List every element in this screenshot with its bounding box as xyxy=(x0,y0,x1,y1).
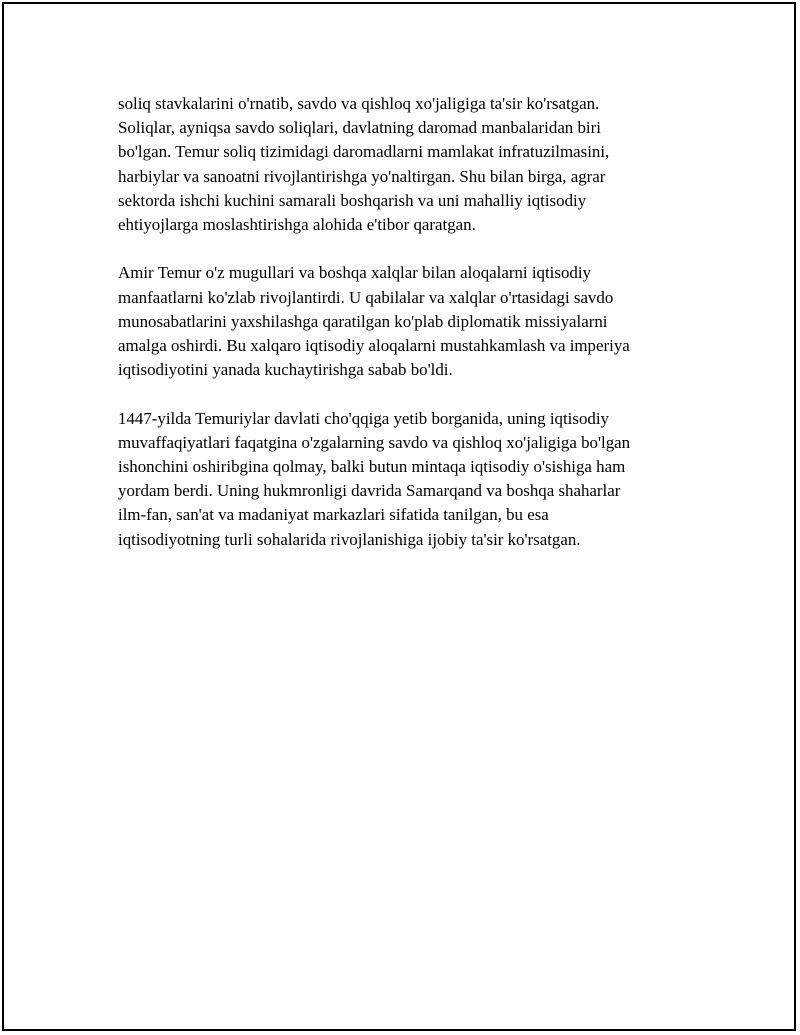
text-line: amalga oshirdi. Bu xalqaro iqtisodiy aloqalarni mustahkamlash va imperiya xyxy=(118,336,630,356)
text-line: muvaffaqiyatlari faqatgina o'zgalarning savdo va qishloq xo'jaligiga bo'lgan xyxy=(118,432,631,452)
document-body xyxy=(118,92,698,576)
text-line: munosabatlarini yaxshilashga qaratilgan ko'plab diplomatik missiyalarni xyxy=(118,311,608,331)
paragraph-3 xyxy=(118,407,698,552)
text-line: ehtiyojlarga moslashtirishga alohida e'tibor qaratgan. xyxy=(118,215,476,235)
paragraph-1 xyxy=(118,92,698,237)
text-line: harbiylar va sanoatni rivojlantirishga yo'naltirgan. Shu bilan birga, agrar xyxy=(118,166,606,186)
text-line: bo'lgan. Temur soliq tizimidagi daromadlarni mamlakat infratuzilmasini, xyxy=(118,142,610,162)
text-line: soliq stavkalarini o'rnatib, savdo va qishloq xo'jaligiga ta'sir ko'rsatgan. xyxy=(118,94,600,113)
text-line: 1447-yilda Temuriylar davlati cho'qqiga yetib borganida, uning iqtisodiy xyxy=(118,408,609,428)
text-line: Soliqlar, ayniqsa savdo soliqlari, davlatning daromad manbalaridan biri xyxy=(118,118,601,138)
text-line: yordam berdi. Uning hukmronligi davrida Samarqand va boshqa shaharlar xyxy=(118,481,621,501)
text-line: manfaatlarni ko'zlab rivojlantirdi. U qabilalar va xalqlar o'rtasidagi savdo xyxy=(118,287,614,307)
text-line: ishonchini oshiribgina qolmay, balki butun mintaqa iqtisodiy o'sishiga ham xyxy=(118,457,626,477)
paragraph-2 xyxy=(118,261,698,382)
text-line: ilm-fan, san'at va madaniyat markazlari sifatida tanilgan, bu esa xyxy=(118,505,549,525)
text-line: Amir Temur o'z mugullari va boshqa xalqlar bilan aloqalarni iqtisodiy xyxy=(118,263,591,283)
text-line: sektorda ishchi kuchini samarali boshqarish va uni mahalliy iqtisodiy xyxy=(118,190,587,210)
text-line: iqtisodiyotning turli sohalarida rivojlanishiga ijobiy ta'sir ko'rsatgan. xyxy=(118,529,581,549)
text-line: iqtisodiyotini yanada kuchaytirishga sabab bo'ldi. xyxy=(118,360,453,380)
